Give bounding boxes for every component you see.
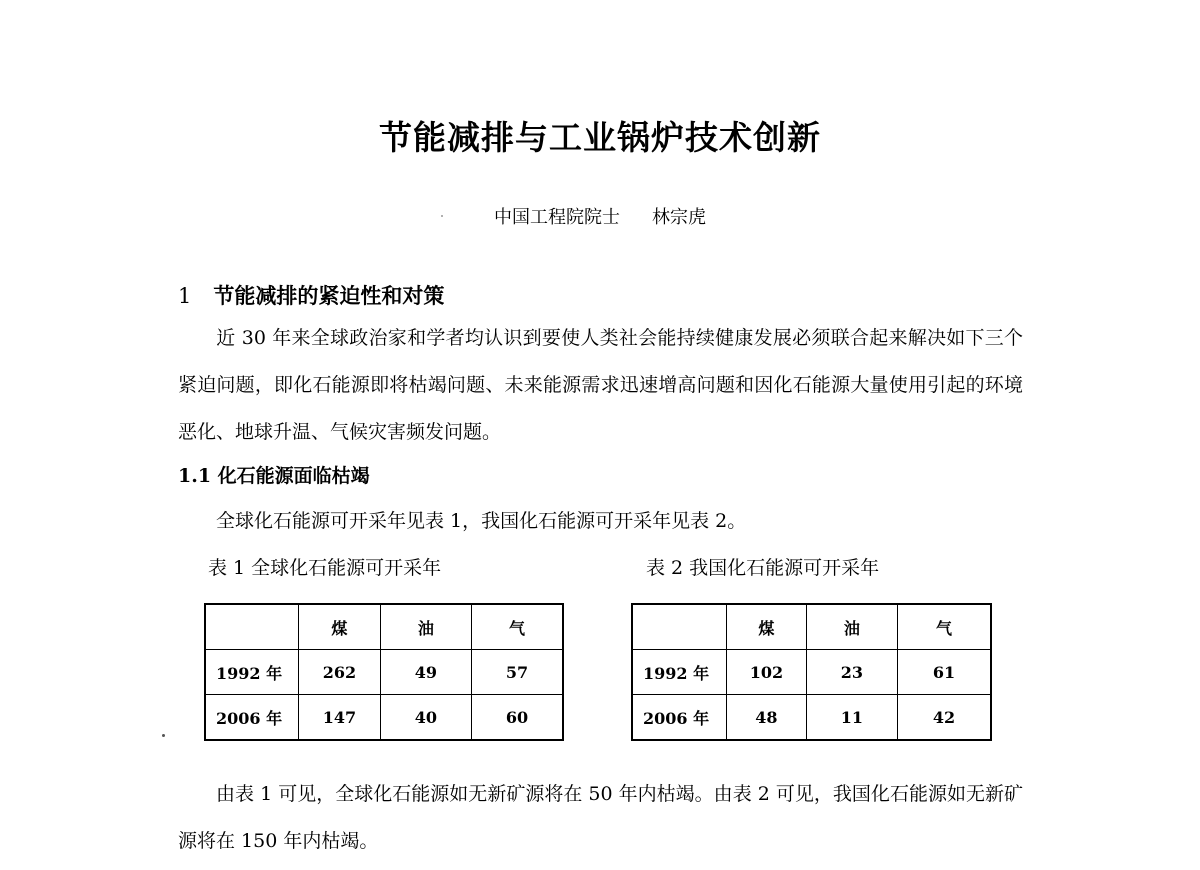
paragraph-urgency (178, 315, 1023, 456)
table2-china-reserves (631, 603, 992, 741)
table-cell: 11 (806, 695, 897, 741)
table-row-label: 1992 年 (632, 650, 727, 695)
table-header-cell: 气 (898, 604, 991, 650)
subsection-heading: 1.1 化石能源面临枯竭 (178, 465, 370, 487)
paragraph-table-intro (178, 498, 1023, 545)
author-name: 林宗虎 (652, 207, 706, 228)
table-header-cell: 煤 (299, 604, 381, 650)
document-title: 节能减排与工业锅炉技术创新 (379, 118, 821, 157)
table-cell: 147 (299, 695, 381, 741)
table1-caption: 表 1 全球化石能源可开采年 (208, 557, 442, 579)
table-header-cell: 煤 (727, 604, 807, 650)
table-row (205, 695, 563, 741)
table-row-label: 2006 年 (205, 695, 299, 741)
scan-speck (441, 215, 443, 217)
section-heading (178, 280, 444, 310)
paragraph-conclusion-text: 由表 1 可见，全球化石能源如无新矿源将在 50 年内枯竭。由表 2 可见，我国化石能源如无新矿源将在 150 年内枯竭。 (178, 783, 1023, 852)
table-header-cell: 油 (806, 604, 897, 650)
table-cell: 57 (472, 650, 563, 695)
table-row-label: 1992 年 (205, 650, 299, 695)
table-cell: 49 (380, 650, 471, 695)
table2-caption: 表 2 我国化石能源可开采年 (646, 557, 880, 579)
table-cell: 42 (898, 695, 991, 741)
table-cell: 48 (727, 695, 807, 741)
table-header-row (632, 604, 991, 650)
paragraph-table-intro-text: 全球化石能源可开采年见表 1，我国化石能源可开采年见表 2。 (216, 510, 747, 532)
table-cell: 60 (472, 695, 563, 741)
table-row (205, 650, 563, 695)
table-header-cell (205, 604, 299, 650)
table-header-row (205, 604, 563, 650)
table-cell: 262 (299, 650, 381, 695)
scan-speck (162, 734, 165, 737)
author-affiliation: 中国工程院院士 (494, 207, 620, 228)
section-title: 节能减排的紧迫性和对策 (213, 284, 445, 308)
author-line (0, 203, 1200, 229)
paragraph-urgency-text: 近 30 年来全球政治家和学者均认识到要使人类社会能持续健康发展必须联合起来解决如下三个紧迫问题，即化石能源即将枯竭问题、未来能源需求迅速增高问题和因化石能源大量使用引起的环境恶化、地球升温、气候灾害频发问题。 (178, 327, 1023, 443)
table-cell: 61 (898, 650, 991, 695)
table1-global-reserves (204, 603, 564, 741)
table-header-cell (632, 604, 727, 650)
table-row (632, 695, 991, 741)
table-cell: 102 (727, 650, 807, 695)
section-number: 1 (178, 284, 192, 308)
paragraph-conclusion (178, 771, 1023, 865)
table-header-cell: 气 (472, 604, 563, 650)
table-header-cell: 油 (380, 604, 471, 650)
table-row (632, 650, 991, 695)
table-cell: 23 (806, 650, 897, 695)
table-row-label: 2006 年 (632, 695, 727, 741)
table-cell: 40 (380, 695, 471, 741)
